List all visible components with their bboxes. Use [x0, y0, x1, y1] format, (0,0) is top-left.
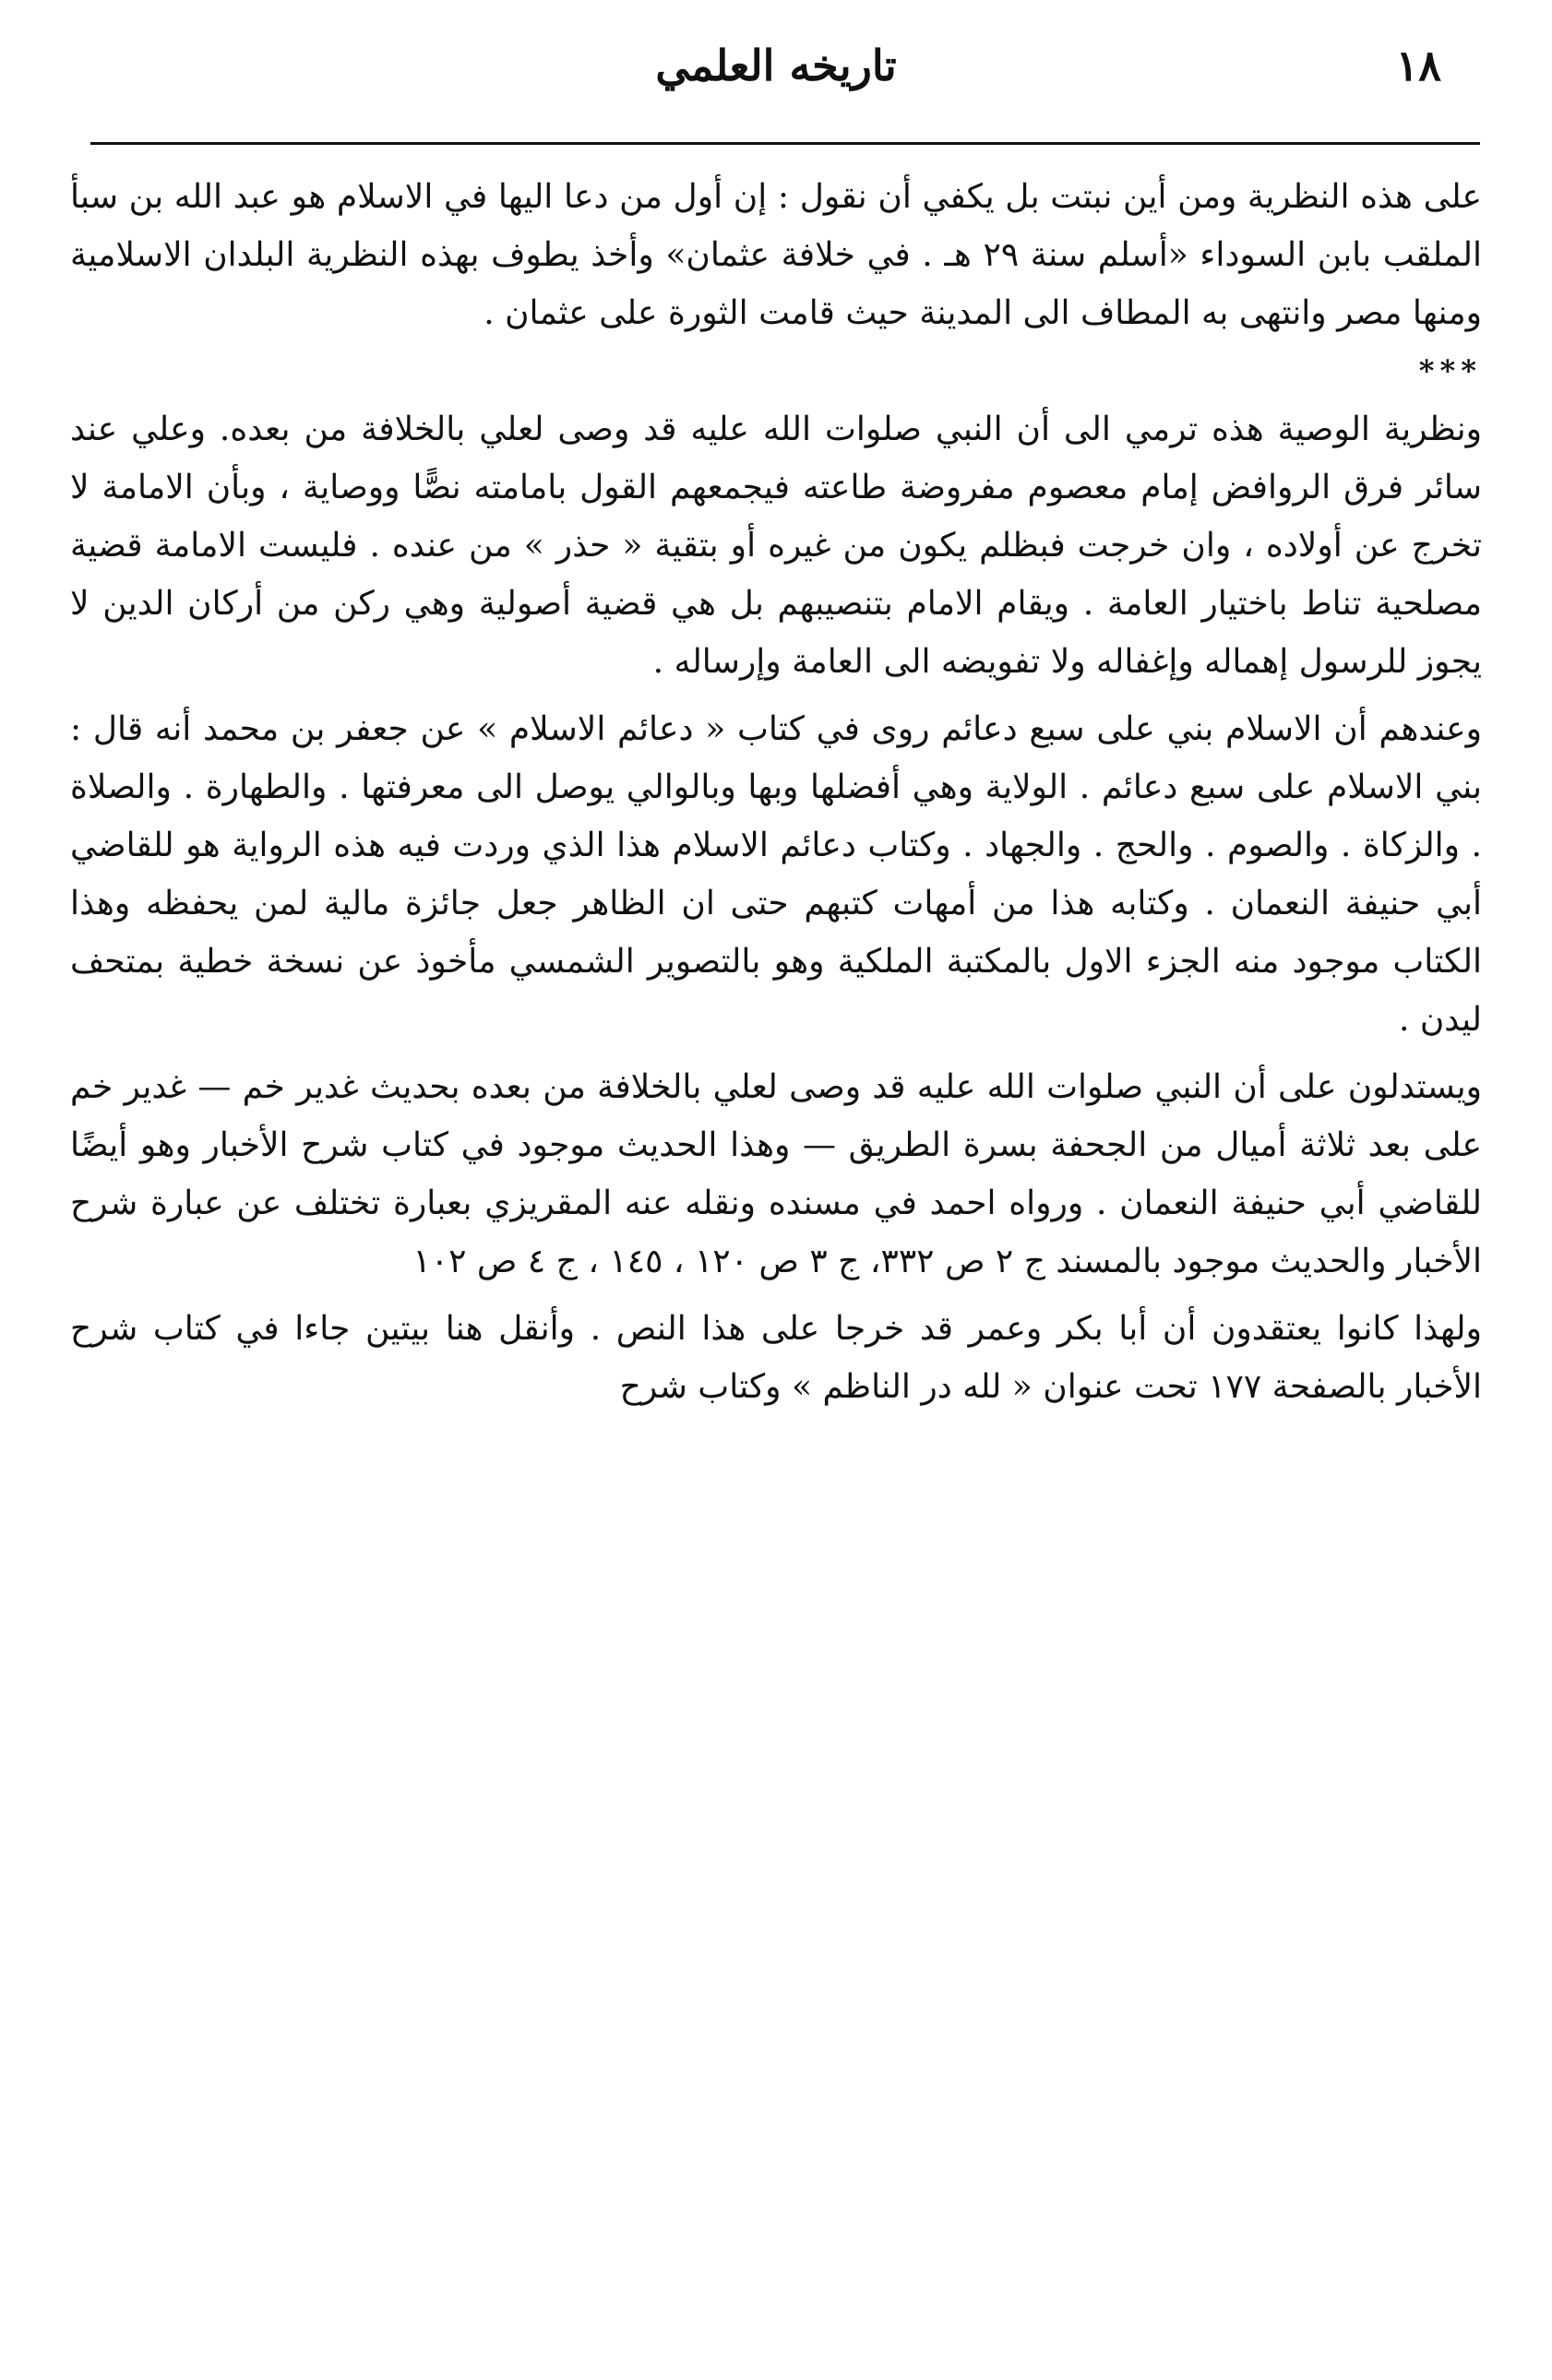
- page-body: [70, 168, 1482, 1416]
- paragraph-5: ولهذا كانوا يعتقدون أن أبا بكر وعمر قد خرجا على هذا النص . وأنقل هنا بيتين جاءا في كتاب شرح الأخبار بالصفحة ١٧٧ تحت عنوان « لله در الناظم » وكتاب شرح: [70, 1310, 1482, 1406]
- paragraph-3: وعندهم أن الاسلام بني على سبع دعائم روى في كتاب « دعائم الاسلام » عن جعفر بن محمد أنه قال : بني الاسلام على سبع دعائم . الولاية وهي أفضلها وبها وبالوالي يوصل الى معرفتها . والطهارة . والصلاة . والزكاة . والصوم . والحج . والجهاد . وكتاب دعائم الاسلام هذا الذي وردت فيه هذه الرواية هو للقاضي أبي حنيفة النعمان . وكتابه هذا من أمهات كتبهم حتى ان الظاهر جعل جائزة مالية لمن يحفظه وهذا الكتاب موجود منه الجزء الاول بالمكتبة الملكية وهو بالتصوير الشمسي مأخوذ عن نسخة خطية بمتحف ليدن .: [70, 710, 1483, 1039]
- paragraph-1: على هذه النظرية ومن أين نبتت بل يكفي أن نقول : إن أول من دعا اليها في الاسلام هو عبد الله بن سبأ الملقب بابن السوداء «أسلم سنة ٢٩ هـ . في خلافة عثمان» وأخذ يطوف بهذه النظرية البلدان الاسلامية ومنها مصر وانتهى به المطاف الى المدينة حيث قامت الثورة على عثمان .: [70, 178, 1483, 332]
- running-title: تاريخه العلمي: [655, 41, 897, 90]
- paragraph-2: ونظرية الوصية هذه ترمي الى أن النبي صلوات الله عليه قد وصى لعلي بالخلافة من بعده. وعلي عند سائر فرق الروافض إمام معصوم مفروضة طاعته فيجمعهم القول بامامته نصًّا ووصاية ، وبأن الامامة لا تخرج عن أولاده ، وان خرجت فبظلم يكون من غيره أو بتقية « حذر » من عنده . فليست الامامة قضية مصلحية تناط باختيار العامة . ويقام الامام بتنصيبهم بل هي قضية أصولية وهي ركن من أركان الدين لا يجوز للرسول إهماله وإغفاله ولا تفويضه الى العامة وإرساله .: [70, 411, 1482, 681]
- paragraph-4: ويستدلون على أن النبي صلوات الله عليه قد وصى لعلي بالخلافة من بعده بحديث غدير خم — غدير خم على بعد ثلاثة أميال من الجحفة بسرة الطريق — وهذا الحديث موجود في كتاب شرح الأخبار وهو أيضًا للقاضي أبي حنيفة النعمان . ورواه احمد في مسنده ونقله عنه المقريزي بعبارة تختلف عن عبارة شرح الأخبار والحديث موجود بالمسند ج ٢ ص ٣٣٢، ج ٣ ص ١٢٠ ، ١٤٥ ، ج ٤ ص ١٠٢: [70, 1068, 1482, 1280]
- section-separator: ***: [1418, 353, 1482, 388]
- page-header: [92, 37, 1460, 101]
- header-rule: [90, 142, 1480, 145]
- page-number: ١٨: [1395, 41, 1441, 90]
